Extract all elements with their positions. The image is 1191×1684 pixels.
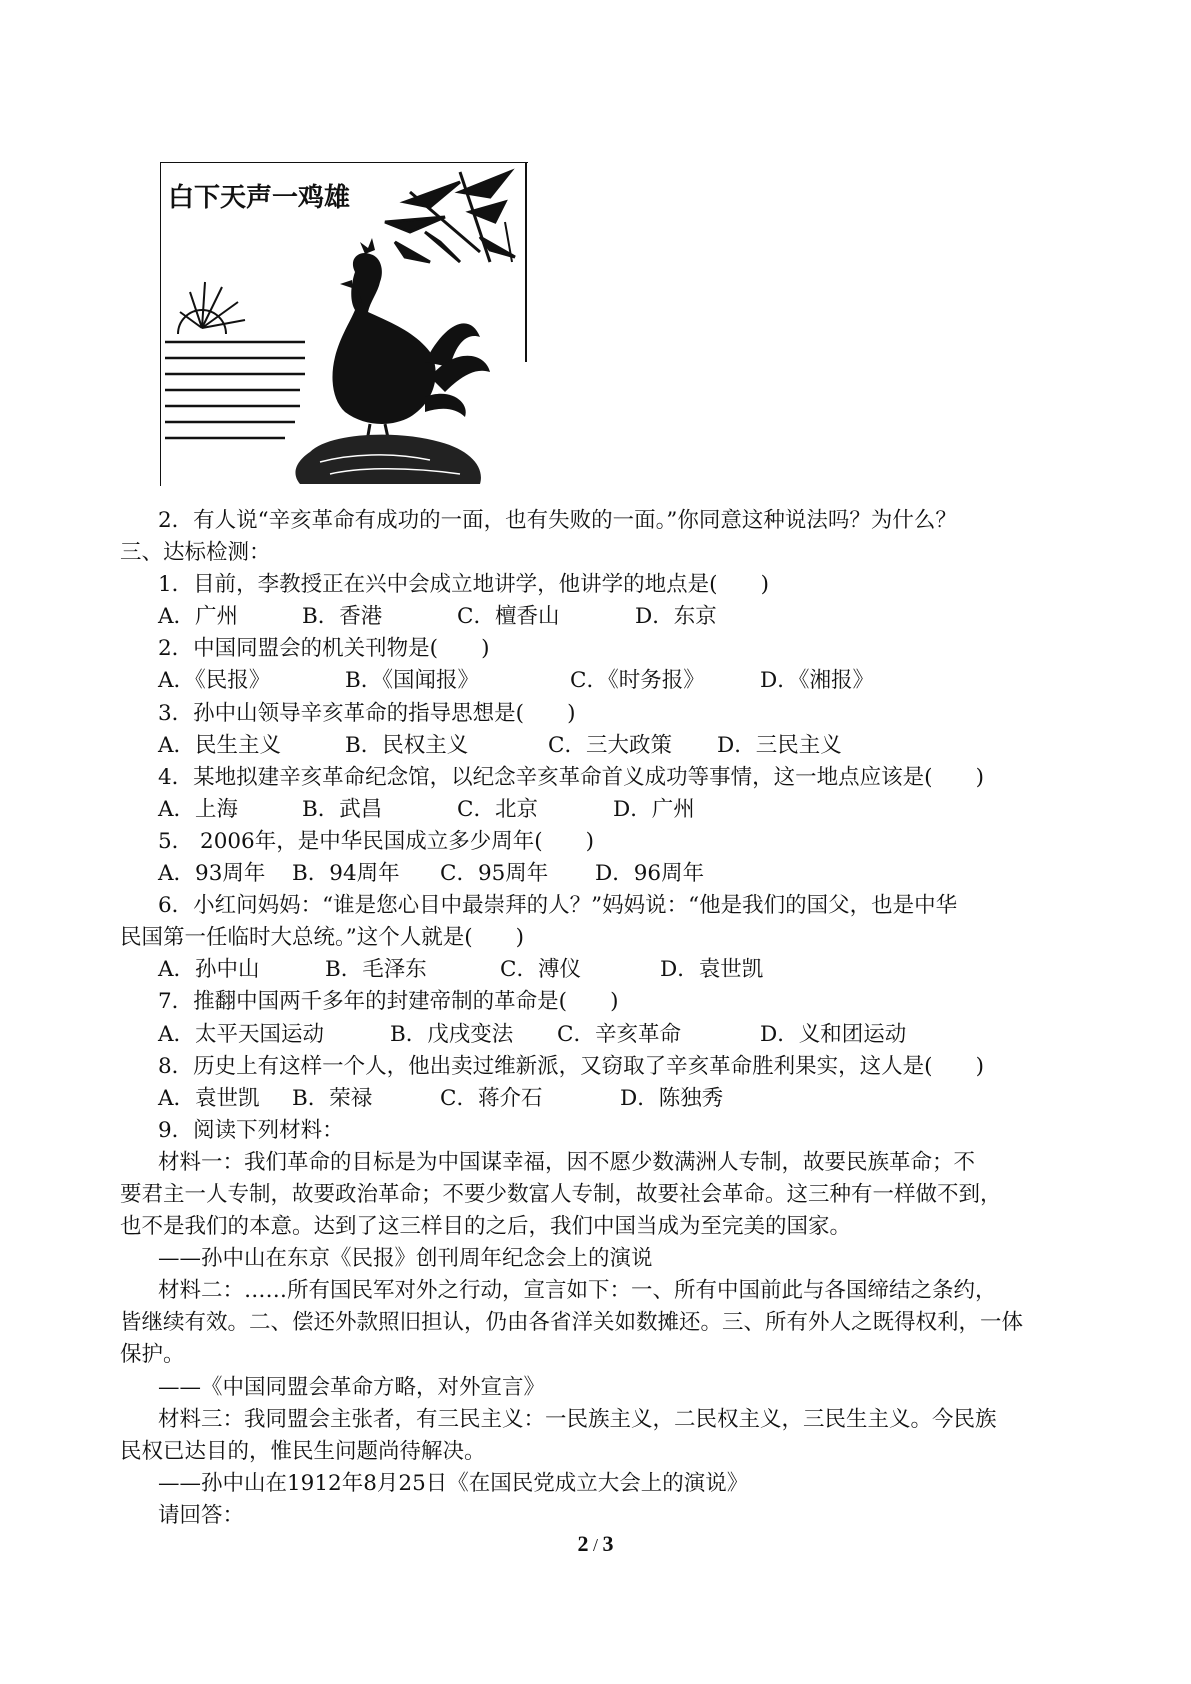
material-1-line1: 材料一：我们革命的目标是为中国谋幸福，因不愿少数满洲人专制，故要民族革命；不 <box>158 1149 976 1175</box>
option-d: D．陈独秀 <box>620 1085 724 1111</box>
options-row <box>120 954 1080 986</box>
option-b: B．民权主义 <box>345 732 469 758</box>
option-a: A．袁世凯 <box>158 1085 260 1111</box>
question-stem: 2．中国同盟会的机关刊物是( ) <box>158 636 490 662</box>
question-stem: 3．孙中山领导辛亥革命的指导思想是( ) <box>158 700 576 726</box>
option-d: D．义和团运动 <box>760 1021 907 1047</box>
material-2-source: ——《中国同盟会革命方略，对外宣言》 <box>158 1374 546 1400</box>
option-b: B．荣禄 <box>292 1085 373 1111</box>
material-2-line1: 材料二：……所有国民军对外之行动，宣言如下：一、所有中国前此与各国缔结之条约， <box>158 1278 997 1304</box>
option-c: C．北京 <box>457 796 538 822</box>
option-a: A．上海 <box>158 796 239 822</box>
rooster-illustration <box>160 162 528 486</box>
rooster <box>332 238 490 424</box>
section-heading: 三、达标检测： <box>120 540 271 566</box>
options-row <box>120 1083 1080 1115</box>
option-a: A．《民报》 <box>158 668 271 694</box>
material-2-line2: 皆继续有效。二、偿还外款照旧担认，仍由各省洋关如数摊还。三、所有外人之既得权利，一体 <box>120 1310 1024 1336</box>
options-row <box>120 665 1080 697</box>
document-body <box>120 505 1080 1532</box>
question-stem: 9．阅读下列材料： <box>158 1117 344 1143</box>
options-row <box>120 601 1080 633</box>
option-b: B．武昌 <box>302 796 383 822</box>
calligraphy-title <box>168 182 350 213</box>
rooster-woodcut-image <box>160 162 528 486</box>
question-2-open: 2．有人说“辛亥革命有成功的一面，也有失败的一面。”你同意这种说法吗？为什么？ <box>158 508 957 533</box>
option-b: B．香港 <box>302 604 383 630</box>
option-a: A．孙中山 <box>158 957 260 983</box>
material-1-line3: 也不是我们的本意。达到了这三样目的之后，我们中国当成为至完美的国家。 <box>120 1214 852 1240</box>
question-stem: 8．历史上有这样一个人，他出卖过维新派，又窃取了辛亥革命胜利果实，这人是( ) <box>158 1053 984 1079</box>
option-b: B．94周年 <box>292 861 400 887</box>
bamboo-leaves <box>385 172 515 262</box>
material-3-line1: 材料三：我同盟会主张者，有三民主义：一民族主义，二民权主义，三民生主义。今民族 <box>158 1406 997 1432</box>
material-3-source: ——孙中山在1912年8月25日《在国民党成立大会上的演说》 <box>158 1470 749 1496</box>
option-c: C．溥仪 <box>500 957 581 983</box>
option-c: C．《时务报》 <box>570 668 705 694</box>
question-stem-line2: 民国第一任临时大总统。”这个人就是( ) <box>120 925 525 951</box>
page-total: 3 <box>602 1531 614 1556</box>
rock <box>295 435 480 484</box>
svg-text:白下天声一鸡雄: 白下天声一鸡雄 <box>168 183 351 213</box>
option-d: D．96周年 <box>595 861 705 887</box>
options-row <box>120 858 1080 890</box>
option-b: B．毛泽东 <box>325 957 427 983</box>
water-lines <box>165 342 305 438</box>
options-row <box>120 794 1080 826</box>
option-d: D．广州 <box>613 796 695 822</box>
material-3-line2: 民权已达目的，惟民生问题尚待解决。 <box>120 1438 486 1464</box>
option-b: B．戊戌变法 <box>390 1021 514 1047</box>
option-c: C．檀香山 <box>457 604 560 630</box>
option-c: C．三大政策 <box>548 732 672 758</box>
option-d: D．东京 <box>635 604 717 630</box>
page-current: 2 <box>577 1531 589 1556</box>
question-stem: 4．某地拟建辛亥革命纪念馆，以纪念辛亥革命首义成功等事情，这一地点应该是( ) <box>158 764 984 790</box>
option-a: A．广州 <box>158 604 239 630</box>
option-c: C．95周年 <box>440 861 549 887</box>
options-row <box>120 1019 1080 1051</box>
question-stem: 5． 2006年，是中华民国成立多少周年( ) <box>158 828 595 854</box>
option-a: A．太平天国运动 <box>158 1021 325 1047</box>
material-1-source: ——孙中山在东京《民报》创刊周年纪念会上的演说 <box>158 1246 653 1272</box>
option-d: D．《湘报》 <box>760 668 874 694</box>
option-a: A．93周年 <box>158 861 266 887</box>
option-d: D．三民主义 <box>717 732 842 758</box>
question-stem-line1: 6．小红问妈妈：“谁是您心目中最崇拜的人？”妈妈说：“他是我们的国父，也是中华 <box>158 893 958 919</box>
material-1-line2: 要君主一人专制，故要政治革命；不要少数富人专制，故要社会革命。这三种有一样做不到， <box>120 1181 1002 1207</box>
page-number <box>0 1531 1191 1557</box>
option-c: C．蒋介石 <box>440 1085 543 1111</box>
sun-rays <box>180 282 245 328</box>
option-a: A．民生主义 <box>158 732 282 758</box>
page-separator: / <box>588 1535 603 1555</box>
answer-prompt: 请回答： <box>158 1502 245 1528</box>
question-stem: 1．目前，李教授正在兴中会成立地讲学，他讲学的地点是( ) <box>158 572 769 598</box>
option-b: B．《国闻报》 <box>345 668 480 694</box>
option-d: D．袁世凯 <box>660 957 764 983</box>
option-c: C．辛亥革命 <box>557 1021 681 1047</box>
options-row <box>120 730 1080 762</box>
material-2-line3: 保护。 <box>120 1342 185 1368</box>
question-stem: 7．推翻中国两千多年的封建帝制的革命是( ) <box>158 989 619 1015</box>
